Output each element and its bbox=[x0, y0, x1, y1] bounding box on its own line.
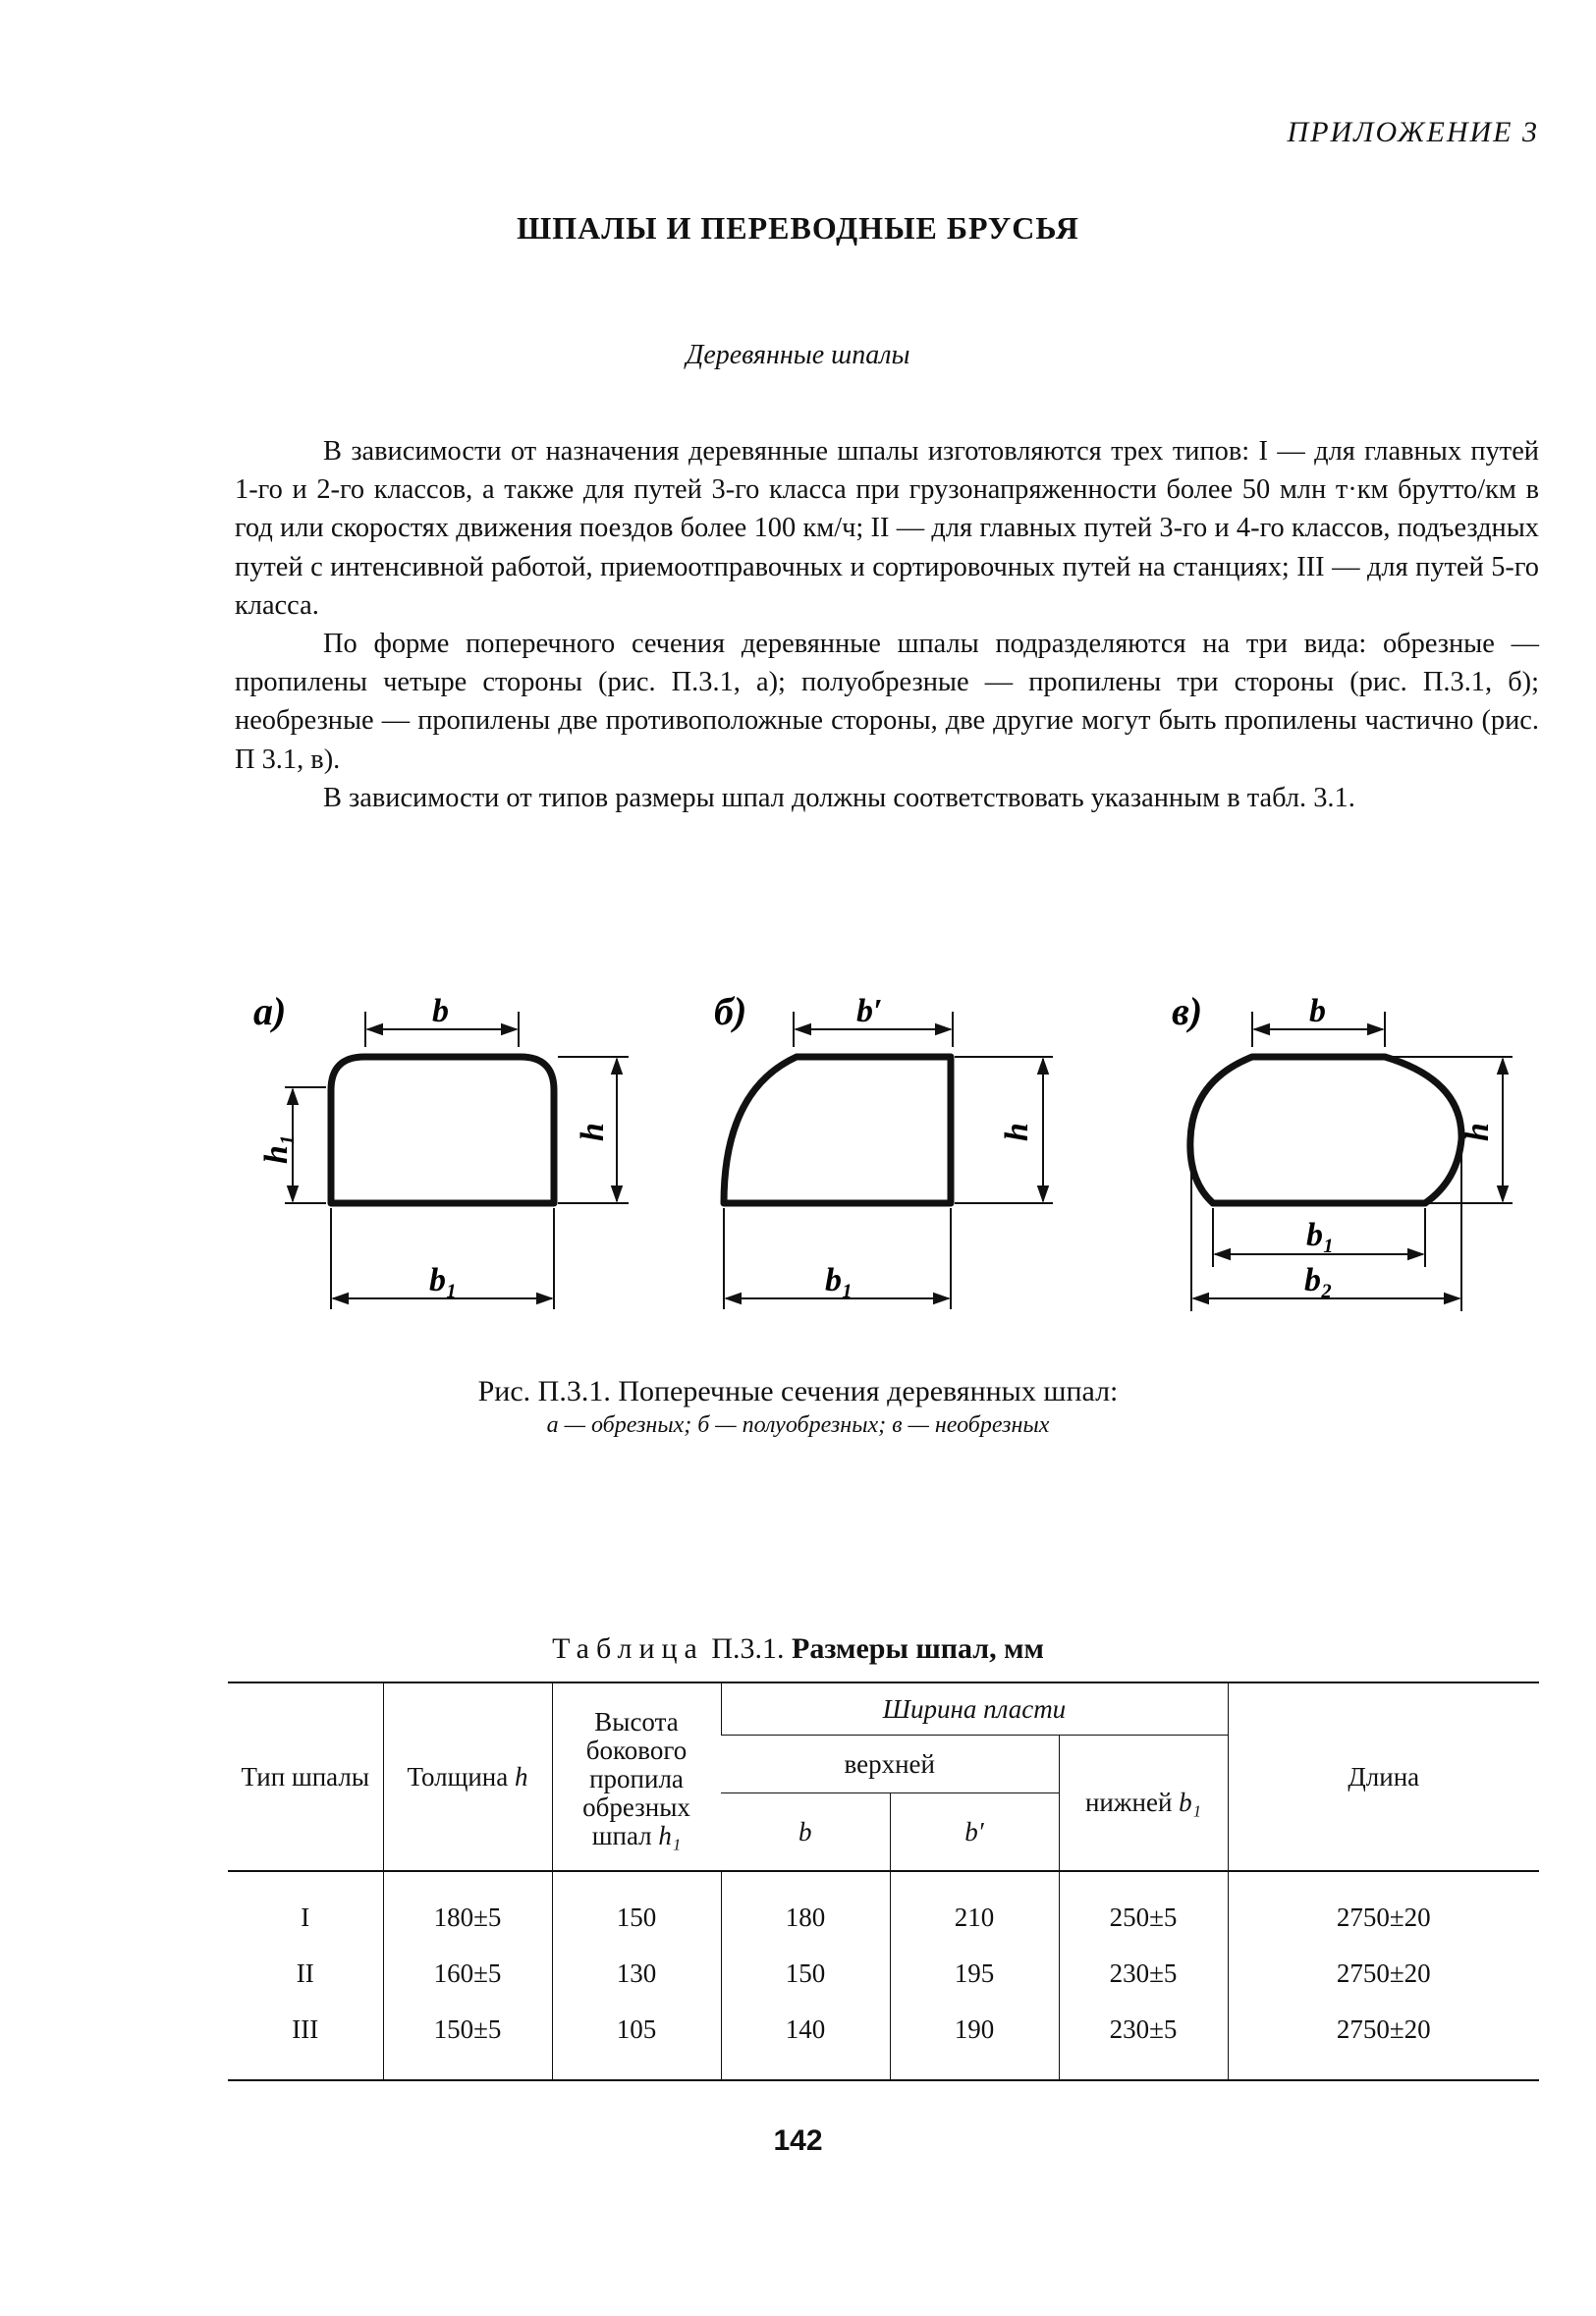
cell-lower: 230±5 bbox=[1059, 2002, 1228, 2080]
dim-b2-label: b₂ bbox=[1304, 1262, 1333, 1298]
paragraph: По форме поперечного сечения деревянные шпалы подразделяются на три вида: обрезные — пропилены четыре стороны (рис. П.3.1, а); полуобрезные — пропилены три стороны (рис. П.3.1, б); необрезные — пропилены две противоположные стороны, две другие могут быть пропилены частично (рис. П 3.1, в). bbox=[235, 629, 1539, 775]
table-caption-word: Таблица bbox=[552, 1632, 704, 1665]
page-title: ШПАЛЫ И ПЕРЕВОДНЫЕ БРУСЬЯ bbox=[517, 210, 1079, 246]
section-c-letter: в) bbox=[1172, 989, 1203, 1033]
header-length: Длина bbox=[1228, 1682, 1539, 1871]
dim-b1-label: b₁ bbox=[429, 1262, 458, 1298]
cell-thickness: 180±5 bbox=[383, 1871, 552, 1946]
cell-side-cut: 105 bbox=[552, 2002, 721, 2080]
caption-legend: а — обрезных; б — полуобрезных; в — необрезных bbox=[546, 1412, 1050, 1438]
sleeper-dimensions-table bbox=[228, 1682, 1539, 2081]
appendix-label: ПРИЛОЖЕНИЕ 3 bbox=[1287, 116, 1539, 148]
cell-type: I bbox=[301, 1902, 310, 1932]
dim-b-label: b bbox=[432, 993, 449, 1029]
cell-thickness: 150±5 bbox=[383, 2002, 552, 2080]
caption-title: Рис. П.3.1. Поперечные сечения деревянных шпал: bbox=[477, 1375, 1119, 1407]
dim-h-label: h bbox=[575, 1123, 611, 1141]
header-type: Тип шпалы bbox=[228, 1682, 383, 1871]
table-caption bbox=[0, 1632, 1596, 1666]
table-row bbox=[228, 1871, 1539, 1946]
paragraph: В зависимости от типов размеры шпал должны соответствовать указанным в табл. 3.1. bbox=[323, 782, 1355, 813]
header-side-cut: Высота бокового пропила обрезных шпал h₁ bbox=[552, 1682, 721, 1871]
cell-lower: 230±5 bbox=[1059, 1946, 1228, 2002]
section-b-diagram bbox=[714, 989, 1053, 1309]
section-subtitle: Деревянные шпалы bbox=[686, 340, 910, 370]
cell-b: 180 bbox=[721, 1871, 890, 1946]
header-thickness: Толщина h bbox=[383, 1682, 552, 1871]
page-number: 142 bbox=[773, 2124, 823, 2157]
dim-b1-label: b₁ bbox=[825, 1262, 853, 1298]
cell-b: 140 bbox=[721, 2002, 890, 2080]
figure-caption bbox=[0, 1375, 1596, 1439]
dim-b1-label: b₁ bbox=[1306, 1217, 1335, 1253]
cell-thickness: 160±5 bbox=[383, 1946, 552, 2002]
table-row bbox=[228, 1946, 1539, 2002]
section-a-diagram bbox=[253, 989, 629, 1309]
cell-type: II bbox=[296, 1958, 314, 1988]
cell-lower: 250±5 bbox=[1059, 1871, 1228, 1946]
cell-length: 2750±20 bbox=[1228, 2002, 1539, 2080]
cell-type: III bbox=[228, 2002, 383, 2080]
header-lower: нижней b₁ bbox=[1059, 1736, 1228, 1872]
cell-b: 150 bbox=[721, 1946, 890, 2002]
header-b: b bbox=[721, 1793, 890, 1872]
header-width: Ширина пласти bbox=[721, 1682, 1228, 1736]
cell-side-cut: 130 bbox=[552, 1946, 721, 2002]
table-row bbox=[228, 2002, 1539, 2080]
cell-bprime: 190 bbox=[890, 2002, 1059, 2080]
header-upper: верхней bbox=[721, 1736, 1059, 1793]
cell-side-cut: 150 bbox=[552, 1871, 721, 1946]
cell-bprime: 210 bbox=[890, 1871, 1059, 1946]
dim-bprime-label: b′ bbox=[856, 993, 883, 1029]
section-a-letter: а) bbox=[253, 989, 287, 1033]
cell-bprime: 195 bbox=[890, 1946, 1059, 2002]
table-caption-number: П.3.1. bbox=[711, 1632, 785, 1665]
paragraph: В зависимости от назначения деревянные шпалы изготовляются трех типов: I — для главных путей 1-го и 2-го классов, а также для путей 3-го класса при грузонапряженности более 50 млн т·км брутто/км в год или скоростях движения поездов более 100 км/ч; II — для главных путей 3-го и 4-го классов, подъездных путей с интенсивной работой, приемоотправочных и сортировочных путей на станциях; III — для путей 5-го класса. bbox=[235, 436, 1539, 621]
dim-b-label: b bbox=[1309, 993, 1326, 1029]
header-bprime: b′ bbox=[890, 1793, 1059, 1872]
table-caption-text: Размеры шпал, мм bbox=[792, 1632, 1044, 1665]
dim-h-label: h bbox=[999, 1123, 1035, 1141]
dim-h1-label: h₁ bbox=[258, 1133, 295, 1164]
cell-length: 2750±20 bbox=[1228, 1946, 1539, 2002]
cell-length: 2750±20 bbox=[1228, 1871, 1539, 1946]
dim-h-label: h bbox=[1459, 1123, 1496, 1141]
section-b-letter: б) bbox=[714, 989, 747, 1033]
section-c-diagram bbox=[1172, 989, 1513, 1311]
